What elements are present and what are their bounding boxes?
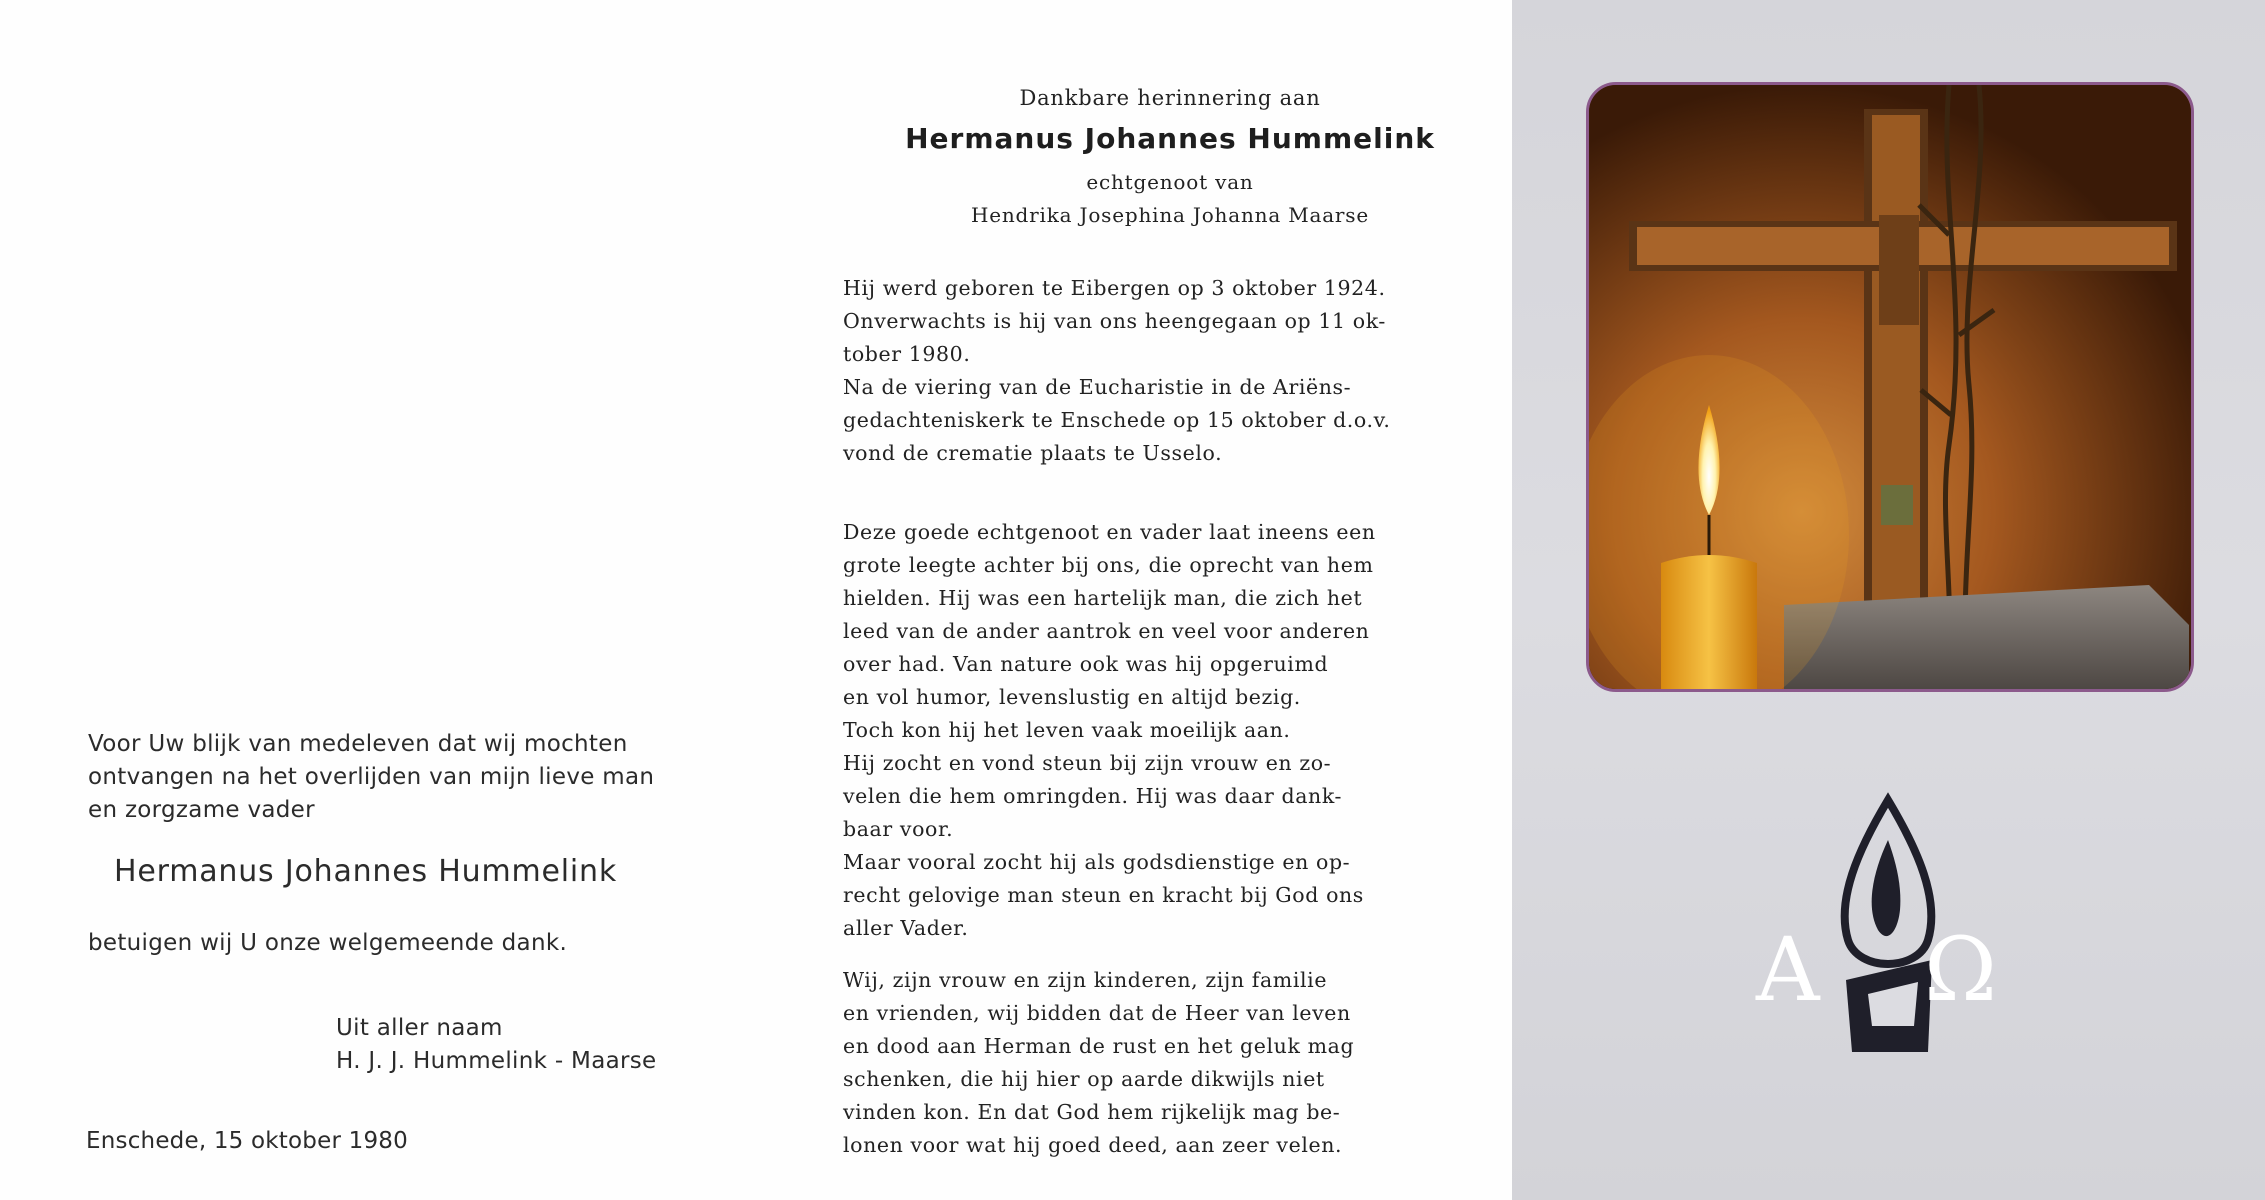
text-line: schenken, die hij hier op aarde dikwijls niet: [843, 1067, 1325, 1091]
sign-line: H. J. J. Hummelink - Maarse: [336, 1048, 657, 1074]
deceased-name-left: Hermanus Johannes Hummelink: [114, 854, 618, 889]
text-line: en vrienden, wij bidden dat de Heer van leven: [843, 1001, 1351, 1025]
inner-flame-icon: [1872, 840, 1901, 936]
text-line: velen die hem omringden. Hij was daar dank-: [843, 784, 1343, 808]
text-line: Toch kon hij het leven vaak moeilijk aan.: [843, 718, 1291, 742]
spouse-name: Hendrika Josephina Johanna Maarse: [970, 203, 1369, 227]
text-line: aller Vader.: [843, 916, 969, 940]
text-line: vinden kon. En dat God hem rijkelijk mag be-: [843, 1100, 1341, 1124]
text-line: baar voor.: [843, 817, 954, 841]
text-line: leed van de ander aantrok en veel voor anderen: [843, 619, 1370, 643]
intro-line: Voor Uw blijk van medeleven dat wij mochten: [88, 731, 628, 757]
text-line: over had. Van nature ook was hij opgeruimd: [843, 652, 1329, 676]
text-line: vond de crematie plaats te Usselo.: [843, 441, 1223, 465]
text-line: recht gelovige man steun en kracht bij God ons: [843, 883, 1364, 907]
signature-block: [336, 1012, 656, 1078]
text-line: Na de viering van de Eucharistie in de Ariëns-: [843, 375, 1352, 399]
text-line: Hij zocht en vond steun bij zijn vrouw en zo-: [843, 751, 1332, 775]
character-paragraph: [843, 516, 1443, 945]
text-line: Maar vooral zocht hij als godsdienstige en op-: [843, 850, 1351, 874]
thank-you-intro: [88, 728, 708, 827]
text-line: Deze goede echtgenoot en vader laat ineens een: [843, 520, 1376, 544]
text-line: en dood aan Herman de rust en het geluk mag: [843, 1034, 1355, 1058]
text-line: tober 1980.: [843, 342, 971, 366]
alpha-letter: Α: [1756, 918, 1820, 1021]
remembrance-heading: Dankbare herinnering aan: [1019, 86, 1321, 110]
text-line: en vol humor, levenslustig en altijd bezig.: [843, 685, 1301, 709]
alpha-omega-candle-emblem: [1748, 790, 2028, 1060]
text-line: gedachteniskerk te Enschede op 15 oktober d.o.v.: [843, 408, 1391, 432]
intro-line: en zorgzame vader: [88, 797, 315, 823]
text-line: Onverwachts is hij van ons heengegaan op 11 ok-: [843, 309, 1386, 333]
cross-and-candle-photo: [1586, 82, 2194, 692]
place-date: Enschede, 15 oktober 1980: [86, 1128, 408, 1154]
biography-paragraph: [843, 272, 1443, 470]
deceased-name: Hermanus Johannes Hummelink: [905, 122, 1435, 155]
remembrance-header: [860, 86, 1480, 232]
text-line: Wij, zijn vrouw en zijn kinderen, zijn familie: [843, 968, 1328, 992]
omega-letter: Ω: [1924, 918, 1997, 1021]
prayer-paragraph: [843, 964, 1443, 1162]
cross-candle-illustration: [1589, 85, 2194, 692]
text-line: grote leegte achter bij ons, die oprecht van hem: [843, 553, 1374, 577]
intro-line: ontvangen na het overlijden van mijn lieve man: [88, 764, 655, 790]
candle-icon: [1661, 555, 1757, 692]
spouse-line: echtgenoot van: [1086, 170, 1254, 194]
text-line: hielden. Hij was een hartelijk man, die zich het: [843, 586, 1363, 610]
thanks-line: betuigen wij U onze welgemeende dank.: [88, 930, 568, 956]
sign-line: Uit aller naam: [336, 1015, 503, 1041]
text-line: lonen voor wat hij goed deed, aan zeer velen.: [843, 1133, 1343, 1157]
text-line: Hij werd geboren te Eibergen op 3 oktober 1924.: [843, 276, 1386, 300]
